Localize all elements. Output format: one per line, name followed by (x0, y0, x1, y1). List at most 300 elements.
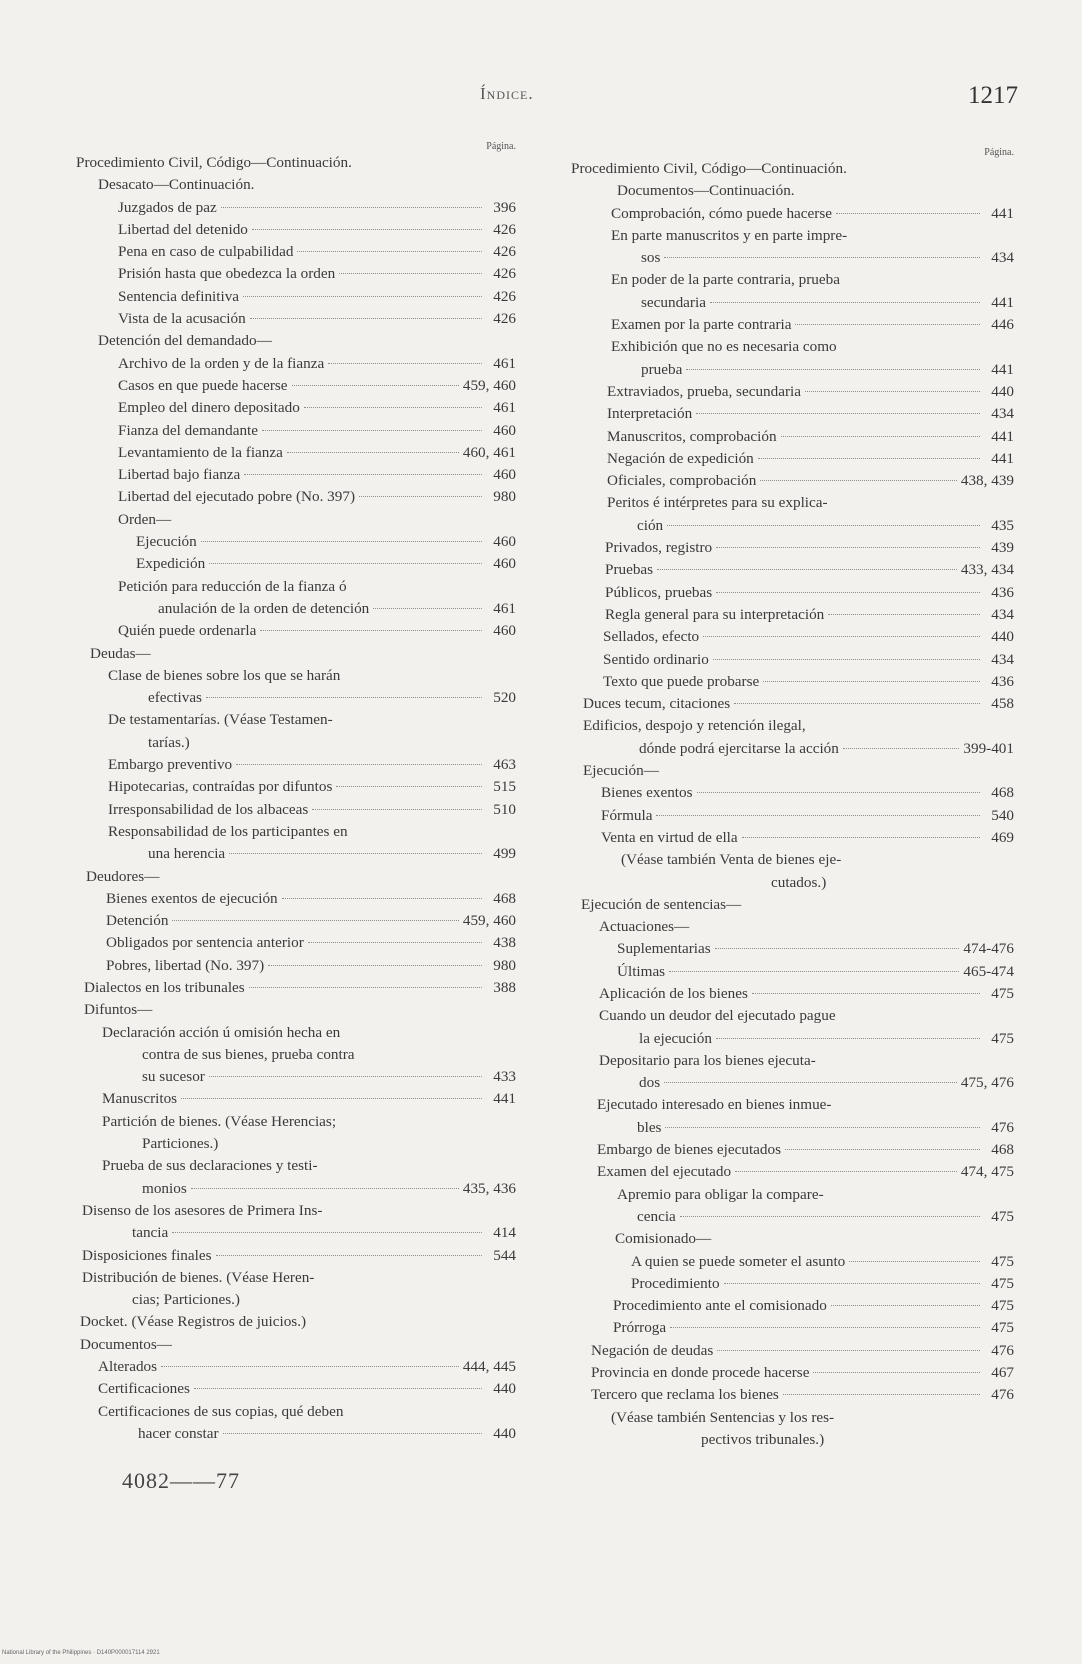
entry-text: Texto que puede probarse (603, 672, 760, 690)
index-entry (76, 197, 516, 219)
entry-text: Exhibición que no es necesaria como (611, 338, 837, 356)
entry-text: Pruebas (605, 561, 654, 579)
page-ref: 980 (493, 956, 516, 974)
entry-text: Sentido ordinario (603, 650, 709, 668)
page-ref: 459, 460 (462, 912, 516, 930)
index-heading-line (571, 336, 1014, 358)
index-entry (76, 1178, 516, 1200)
index-entry (571, 537, 1014, 559)
dot-leader (669, 971, 959, 972)
index-heading-line (76, 1401, 516, 1423)
page-ref: 460 (493, 421, 516, 439)
index-heading-line (76, 1267, 516, 1289)
entry-text: Documentos—Continuación. (617, 182, 795, 200)
entry-text: Peritos é intérpretes para su explica- (607, 494, 828, 512)
entry-text: Examen por la parte contraria (611, 316, 792, 334)
printer-signature: 4082——77 (122, 1468, 240, 1493)
entry-text: Responsabilidad de los participantes en (108, 822, 348, 840)
index-heading-line (76, 509, 516, 531)
index-entry (571, 559, 1014, 581)
dot-leader (734, 703, 980, 704)
entry-text: Hipotecarias, contraídas por difuntos (108, 778, 333, 796)
dot-leader (717, 1350, 980, 1351)
index-entry (571, 671, 1014, 693)
index-heading-line (571, 158, 1014, 180)
index-heading-line (76, 1200, 516, 1222)
entry-text: Últimas (617, 962, 666, 980)
entry-text: Particiones.) (142, 1135, 219, 1153)
index-entry (76, 308, 516, 330)
index-entry (76, 375, 516, 397)
index-heading-line (76, 1022, 516, 1044)
entry-text: Pobres, libertad (No. 397) (106, 956, 265, 974)
scan-imprint: National Library of the Philippines · D140P000017114 2921 (2, 1650, 160, 1656)
page-ref: 467 (991, 1364, 1014, 1382)
entry-text: Regla general para su interpretación (605, 605, 825, 623)
page-ref: 441 (991, 293, 1014, 311)
index-entry (76, 955, 516, 977)
dot-leader (785, 1149, 980, 1150)
index-entry (571, 1251, 1014, 1273)
entry-text: hacer constar (138, 1424, 219, 1442)
page-ref: 460 (493, 622, 516, 640)
entry-text: Dialectos en los tribunales (84, 978, 245, 996)
entry-text: tancia (132, 1224, 169, 1242)
index-entry (571, 426, 1014, 448)
entry-text: Prisión hasta que obedezca la orden (118, 265, 336, 283)
page-ref: 469 (991, 828, 1014, 846)
dot-leader (716, 1038, 980, 1039)
index-heading-line (76, 576, 516, 598)
entry-text: Interpretación (607, 405, 693, 423)
page-ref: 460 (493, 466, 516, 484)
page-ref: 476 (991, 1118, 1014, 1136)
page-ref: 458 (991, 695, 1014, 713)
index-entry (76, 1378, 516, 1400)
entry-text: Empleo del dinero depositado (118, 399, 300, 417)
entry-text: Ejecutado interesado en bienes inmue- (597, 1096, 832, 1114)
dot-leader (223, 1433, 482, 1434)
entry-text: Prórroga (613, 1319, 667, 1337)
entry-text: A quien se puede someter el asunto (631, 1252, 846, 1270)
entry-text: Comisionado— (615, 1230, 712, 1248)
dot-leader (760, 480, 957, 481)
page-ref: 980 (493, 488, 516, 506)
index-heading-line (571, 1429, 1014, 1451)
index-entry (571, 1384, 1014, 1406)
index-entries (571, 158, 1014, 1451)
entry-text: Manuscritos (102, 1090, 178, 1108)
page-ref: 475 (991, 1319, 1014, 1337)
entry-text: Pena en caso de culpabilidad (118, 243, 294, 261)
index-entry (76, 219, 516, 241)
dot-leader (304, 407, 482, 408)
index-heading-line (76, 999, 516, 1021)
index-entry (76, 799, 516, 821)
entry-text: Privados, registro (605, 539, 713, 557)
dot-leader (686, 369, 980, 370)
dot-leader (191, 1188, 459, 1189)
column-heading-pagina: Página. (486, 141, 516, 152)
entry-text: secundaria (641, 293, 706, 311)
dot-leader (703, 636, 980, 637)
index-entry (76, 1356, 516, 1378)
index-entry (571, 1028, 1014, 1050)
dot-leader (359, 496, 482, 497)
index-heading-line (76, 1044, 516, 1066)
page-ref: 475 (991, 1252, 1014, 1270)
index-entry (571, 1340, 1014, 1362)
entry-text: Manuscritos, comprobación (607, 427, 777, 445)
page-ref: 475, 476 (960, 1074, 1014, 1092)
page-ref: 440 (493, 1380, 516, 1398)
index-entry (76, 486, 516, 508)
dot-leader (336, 786, 482, 787)
entry-text: Prueba de sus declaraciones y testi- (102, 1157, 318, 1175)
dot-leader (656, 815, 980, 816)
entry-text: dónde podrá ejercitarse la acción (639, 739, 839, 757)
index-entry (76, 1088, 516, 1110)
index-heading-line (76, 643, 516, 665)
dot-leader (243, 296, 482, 297)
entry-text: contra de sus bienes, prueba contra (142, 1045, 355, 1063)
dot-leader (312, 809, 482, 810)
entry-text: Aplicación de los bienes (599, 984, 748, 1002)
dot-leader (836, 213, 980, 214)
page-ref: 461 (493, 354, 516, 372)
index-entry (571, 693, 1014, 715)
page-ref: 438 (493, 934, 516, 952)
entry-text: Comprobación, cómo puede hacerse (611, 204, 832, 222)
page-ref: 439 (991, 539, 1014, 557)
entry-text: Procedimiento Civil, Código—Continuación. (571, 160, 847, 177)
index-entry (571, 1072, 1014, 1094)
dot-leader (297, 251, 482, 252)
index-entry (76, 910, 516, 932)
dot-leader (715, 948, 960, 949)
page-ref: 515 (493, 778, 516, 796)
page-ref: 441 (991, 204, 1014, 222)
index-entry (76, 843, 516, 865)
entry-text: una herencia (148, 845, 226, 863)
dot-leader (667, 525, 980, 526)
dot-leader (268, 965, 482, 966)
entry-text: Detención (106, 912, 169, 930)
index-heading-line (76, 709, 516, 731)
entry-text: Desacato—Continuación. (98, 176, 255, 194)
entry-text: Expedición (136, 555, 206, 573)
index-heading-line (76, 866, 516, 888)
dot-leader (194, 1388, 482, 1389)
dot-leader (216, 1255, 483, 1256)
entry-text: Procedimiento Civil, Código—Continuación. (76, 154, 352, 171)
page-ref: 461 (493, 399, 516, 417)
dot-leader (260, 630, 482, 631)
index-heading-line (76, 152, 516, 174)
entry-text: Depositario para los bienes ejecuta- (599, 1051, 816, 1069)
index-entry (76, 1066, 516, 1088)
entry-text: En parte manuscritos y en parte impre- (611, 226, 848, 244)
index-heading-line (571, 760, 1014, 782)
dot-leader (262, 430, 482, 431)
dot-leader (249, 987, 482, 988)
index-entry (76, 1423, 516, 1445)
dot-leader (308, 942, 482, 943)
dot-leader (742, 837, 980, 838)
entry-text: efectivas (148, 689, 202, 707)
entry-text: Certificaciones de sus copias, qué deben (98, 1402, 344, 1420)
entry-text: Bienes exentos de ejecución (106, 889, 278, 907)
index-entry (571, 1317, 1014, 1339)
index-heading-line (571, 849, 1014, 871)
entry-text: Certificaciones (98, 1380, 190, 1398)
index-entry (76, 241, 516, 263)
page-ref: 444, 445 (462, 1358, 516, 1376)
entry-text: Alterados (98, 1358, 158, 1376)
index-heading-line (571, 492, 1014, 514)
dot-leader (781, 436, 980, 437)
entry-text: Sentencia definitiva (118, 287, 240, 305)
index-entry (76, 442, 516, 464)
entry-text: cencia (637, 1207, 676, 1225)
index-heading-line (571, 1184, 1014, 1206)
entry-text: Sellados, efecto (603, 628, 700, 646)
entry-text: Provincia en donde procede hacerse (591, 1364, 810, 1382)
index-entry (571, 359, 1014, 381)
running-title: Índice. (480, 84, 534, 103)
page-ref: 440 (493, 1424, 516, 1442)
dot-leader (758, 458, 980, 459)
index-entry (571, 961, 1014, 983)
index-entry (76, 687, 516, 709)
entry-text: Distribución de bienes. (Véase Heren- (82, 1268, 315, 1286)
page-ref: 459, 460 (462, 376, 516, 394)
entry-text: Apremio para obligar la compare- (617, 1185, 824, 1203)
dot-leader (373, 608, 482, 609)
index-heading-line (571, 1407, 1014, 1429)
dot-leader (849, 1261, 980, 1262)
entry-text: anulación de la orden de detención (158, 599, 370, 617)
page-ref: 446 (991, 316, 1014, 334)
entry-text: (Véase también Sentencias y los res- (611, 1408, 835, 1426)
entry-text: Documentos— (80, 1335, 172, 1353)
dot-leader (697, 792, 980, 793)
entry-text: Fórmula (601, 806, 653, 824)
index-entry (571, 247, 1014, 269)
index-entry (571, 1206, 1014, 1228)
entry-text: Disenso de los asesores de Primera Ins- (82, 1201, 323, 1219)
entry-text: Edificios, despojo y retención ilegal, (583, 717, 806, 735)
dot-leader (665, 1127, 980, 1128)
entry-text: Deudores— (86, 867, 160, 885)
dot-leader (339, 273, 482, 274)
entry-text: Declaración acción ú omisión hecha en (102, 1023, 341, 1041)
index-heading-line (76, 1334, 516, 1356)
dot-leader (696, 413, 980, 414)
dot-leader (657, 569, 957, 570)
index-entry (76, 888, 516, 910)
dot-leader (664, 1082, 957, 1083)
entry-text: Tercero que reclama los bienes (591, 1386, 779, 1404)
dot-leader (201, 541, 482, 542)
page-ref: 426 (493, 310, 516, 328)
entry-text: Fianza del demandante (118, 421, 259, 439)
dot-leader (282, 898, 482, 899)
index-entry (571, 1295, 1014, 1317)
index-entry (76, 263, 516, 285)
entry-text: cias; Particiones.) (132, 1291, 240, 1309)
page-ref: 441 (991, 360, 1014, 378)
index-heading-line (571, 1094, 1014, 1116)
dot-leader (795, 324, 980, 325)
dot-leader (763, 681, 980, 682)
dot-leader (252, 229, 482, 230)
index-heading-line (571, 1228, 1014, 1250)
page-ref: 476 (991, 1341, 1014, 1359)
dot-leader (292, 385, 459, 386)
index-entry (76, 598, 516, 620)
index-entry (571, 1362, 1014, 1384)
page-ref: 468 (991, 784, 1014, 802)
index-entry (571, 782, 1014, 804)
dot-leader (250, 318, 482, 319)
index-heading-line (571, 180, 1014, 202)
entry-text: Duces tecum, citaciones (583, 695, 731, 713)
page-ref: 435, 436 (462, 1179, 516, 1197)
entry-text: Suplementarias (617, 940, 711, 958)
page-ref: 476 (991, 1386, 1014, 1404)
entry-text: Extraviados, prueba, secundaria (607, 382, 801, 400)
entry-text: Procedimiento ante el comisionado (613, 1297, 827, 1315)
page-ref: 474, 475 (960, 1163, 1014, 1181)
index-heading-line (571, 1050, 1014, 1072)
index-heading-line (571, 894, 1014, 916)
page-ref: 433 (493, 1068, 516, 1086)
entry-text: Petición para reducción de la fianza ó (118, 577, 347, 595)
entry-text: Libertad del detenido (118, 220, 248, 238)
entry-text: Libertad del ejecutado pobre (No. 397) (118, 488, 356, 506)
index-entry (76, 286, 516, 308)
entry-text: Archivo de la orden y de la fianza (118, 354, 325, 372)
page-ref: 540 (991, 806, 1014, 824)
page-ref: 426 (493, 220, 516, 238)
index-heading-line (571, 916, 1014, 938)
page-ref: 388 (493, 978, 516, 996)
entry-text: Orden— (118, 510, 172, 528)
index-entry (571, 1139, 1014, 1161)
page-ref: 414 (493, 1224, 516, 1242)
page-ref: 544 (493, 1246, 516, 1264)
dot-leader (680, 1216, 980, 1217)
page-ref: 460, 461 (462, 443, 516, 461)
page-ref: 475 (991, 984, 1014, 1002)
entry-text: la ejecución (639, 1029, 712, 1047)
dot-leader (664, 257, 980, 258)
page-ref: 433, 434 (960, 561, 1014, 579)
page-ref: 436 (991, 583, 1014, 601)
page-ref: 441 (991, 449, 1014, 467)
entry-text: Irresponsabilidad de los albaceas (108, 800, 309, 818)
index-entry (76, 464, 516, 486)
entry-text: pectivos tribunales.) (701, 1430, 825, 1448)
page-ref: 440 (991, 382, 1014, 400)
dot-leader (724, 1283, 980, 1284)
entry-text: monios (142, 1179, 187, 1197)
dot-leader (831, 1305, 980, 1306)
dot-leader (813, 1372, 980, 1373)
entry-text: Bienes exentos (601, 784, 693, 802)
entry-text: Negación de deudas (591, 1341, 714, 1359)
dot-leader (287, 452, 459, 453)
index-entry (571, 381, 1014, 403)
entry-text: De testamentarías. (Véase Testamen- (108, 711, 333, 729)
index-entry (76, 932, 516, 954)
page-number: 1217 (968, 82, 1018, 109)
entry-text: Públicos, pruebas (605, 583, 713, 601)
entry-text: Examen del ejecutado (597, 1163, 732, 1181)
index-entry (76, 531, 516, 553)
entry-text: Ejecución— (583, 762, 659, 780)
entry-text: Venta en virtud de ella (601, 828, 738, 846)
page-ref: 434 (991, 605, 1014, 623)
index-entry (571, 805, 1014, 827)
index-entry (571, 938, 1014, 960)
page-ref: 434 (991, 249, 1014, 267)
dot-leader (181, 1098, 482, 1099)
page-header (0, 84, 1082, 124)
entry-text: prueba (641, 360, 683, 378)
page-ref: 510 (493, 800, 516, 818)
entry-text: Clase de bienes sobre los que se harán (108, 666, 341, 684)
entry-text: Oficiales, comprobación (607, 472, 757, 490)
page-ref: 434 (991, 650, 1014, 668)
entry-text: dos (639, 1074, 661, 1092)
index-entry (571, 738, 1014, 760)
index-entries (76, 152, 516, 1445)
page-ref: 440 (991, 628, 1014, 646)
index-heading-line (571, 715, 1014, 737)
dot-leader (209, 563, 482, 564)
dot-leader (752, 993, 980, 994)
entry-text: su sucesor (142, 1068, 205, 1086)
entry-text: Difuntos— (84, 1001, 153, 1019)
dot-leader (716, 592, 980, 593)
page-ref: 426 (493, 265, 516, 283)
page-ref: 465-474 (963, 962, 1014, 980)
dot-leader (828, 614, 980, 615)
dot-leader (783, 1394, 980, 1395)
page-ref: 460 (493, 533, 516, 551)
index-entry (76, 1245, 516, 1267)
index-entry (571, 649, 1014, 671)
index-entry (76, 1222, 516, 1244)
page-ref: 460 (493, 555, 516, 573)
entry-text: Partición de bienes. (Véase Herencias; (102, 1112, 337, 1130)
column-heading-pagina: Página. (984, 147, 1014, 158)
index-entry (571, 448, 1014, 470)
page-ref: 435 (991, 516, 1014, 534)
entry-text: Cuando un deudor del ejecutado pague (599, 1007, 836, 1025)
entry-text: En poder de la parte contraria, prueba (611, 271, 840, 289)
entry-text: (Véase también Venta de bienes eje- (621, 851, 842, 869)
index-entry (76, 620, 516, 642)
index-entry (571, 292, 1014, 314)
dot-leader (229, 853, 482, 854)
index-heading-line (571, 1005, 1014, 1027)
page-ref: 475 (991, 1274, 1014, 1292)
index-entry (76, 397, 516, 419)
page-ref: 399-401 (963, 739, 1014, 757)
